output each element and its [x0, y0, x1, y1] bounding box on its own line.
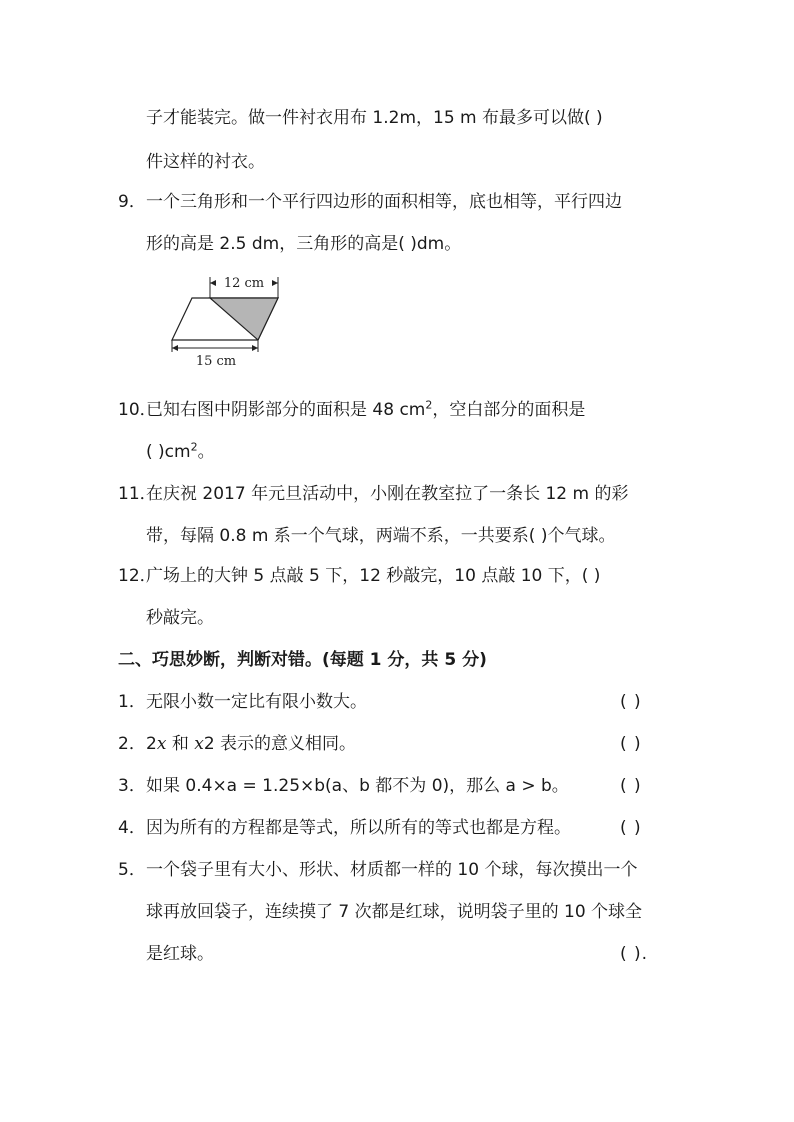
question-9-line1: 一个三角形和一个平行四边形的面积相等，底也相等，平行四边: [146, 192, 622, 212]
question-number: 10．: [118, 400, 157, 420]
answer-bracket[interactable]: ( ): [620, 776, 642, 796]
question-10-line2: [146, 440, 215, 464]
question-10-line1-text: 已知右图中阴影部分的面积是 48 cm: [146, 400, 426, 420]
item-number: 1．: [118, 692, 146, 712]
section-title: 二、巧思妙断，判断对错。(每题 1 分，共 5 分): [118, 650, 487, 670]
item-text: 如果 0.4×a = 1.25×b(a、b 都不为 0)，那么 a > b。: [146, 776, 569, 796]
superscript: 2: [425, 398, 433, 412]
top-arrow-right: [272, 280, 278, 286]
bottom-arrow-right: [252, 345, 258, 351]
question-9-line2: 形的高是 2.5 dm，三角形的高是( )dm。: [146, 234, 462, 254]
top-arrow-left: [210, 280, 216, 286]
answer-bracket[interactable]: ( ): [620, 692, 642, 712]
item-text-line1: 一个袋子里有大小、形状、材质都一样的 10 个球，每次摸出一个: [146, 860, 638, 880]
item-number: 4．: [118, 818, 146, 838]
question-10-line1-tail: ，空白部分的面积是: [432, 400, 586, 420]
item-text-line2: 球再放回袋子，连续摸了 7 次都是红球，说明袋子里的 10 个球全: [146, 902, 643, 922]
answer-bracket[interactable]: ( ): [620, 818, 642, 838]
item-text: 因为所有的方程都是等式，所以所有的等式也都是方程。: [146, 818, 571, 838]
question-11-line1: 在庆祝 2017 年元旦活动中，小刚在教室拉了一条长 12 m 的彩: [146, 484, 629, 504]
item-number: 5．: [118, 860, 146, 880]
question-number: 9．: [118, 192, 146, 212]
item-text-line3: 是红球。: [146, 944, 214, 964]
top-dimension-label: 12 cm: [223, 276, 265, 291]
bottom-dimension-label: 15 cm: [195, 354, 237, 369]
question-8-line1: 子才能装完。做一件衬衣用布 1.2m，15 m 布最多可以做( ): [146, 108, 603, 128]
question-10-line2-tail: 。: [197, 442, 215, 462]
variable-x: x: [156, 734, 167, 754]
parallelogram-figure: [160, 268, 290, 372]
question-11-line2: 带，每隔 0.8 m 系一个气球，两端不系，一共要系( )个气球。: [146, 526, 616, 546]
item-text: [146, 732, 356, 756]
variable-x: x: [194, 734, 204, 754]
question-number: 11．: [118, 484, 157, 504]
question-10-line2-text: ( )cm: [146, 442, 191, 462]
item-number: 2．: [118, 734, 146, 754]
item-text-part: 2: [146, 734, 157, 754]
answer-bracket[interactable]: ( ).: [620, 944, 649, 964]
question-number: 12．: [118, 566, 157, 586]
item-text-part: 和: [166, 734, 195, 754]
question-12-line2: 秒敲完。: [146, 608, 214, 628]
superscript: 2: [190, 440, 198, 454]
question-10-line1: [146, 398, 585, 422]
item-text: 无限小数一定比有限小数大。: [146, 692, 367, 712]
question-8-line2: 件这样的衬衣。: [146, 152, 265, 172]
item-text-part: 2 表示的意义相同。: [203, 734, 357, 754]
answer-bracket[interactable]: ( ): [620, 734, 642, 754]
question-12-line1: 广场上的大钟 5 点敲 5 下，12 秒敲完，10 点敲 10 下，( ): [146, 566, 601, 586]
item-number: 3．: [118, 776, 146, 796]
bottom-arrow-left: [172, 345, 178, 351]
